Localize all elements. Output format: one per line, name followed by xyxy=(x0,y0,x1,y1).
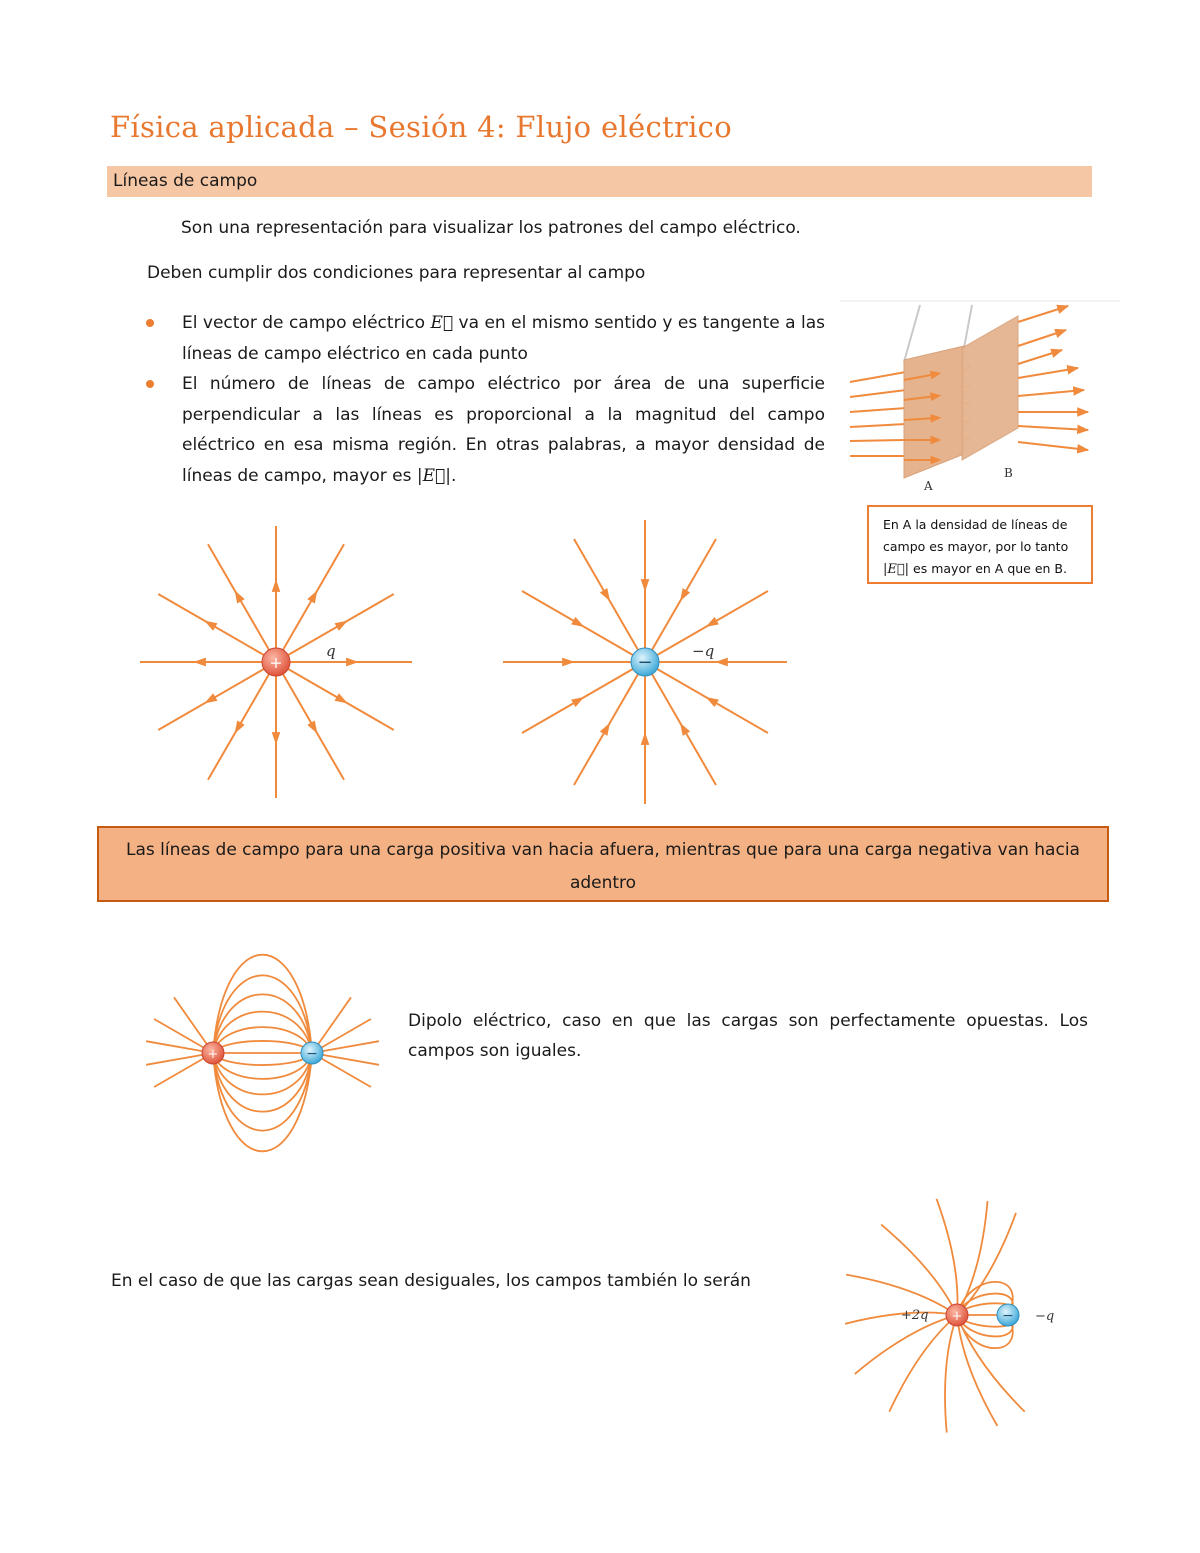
negative-charge-figure xyxy=(500,520,790,810)
field-line xyxy=(213,1053,312,1065)
plus-sign: + xyxy=(269,653,283,672)
field-arrowhead xyxy=(641,579,650,592)
field-arrowhead xyxy=(346,658,359,667)
field-arrowhead xyxy=(562,658,575,667)
field-magnitude-symbol: |E⃗| xyxy=(883,562,910,577)
section-heading-bar xyxy=(107,166,1092,197)
plate-b xyxy=(962,316,1018,460)
field-arrowhead xyxy=(571,617,584,627)
field-arrowhead xyxy=(680,723,690,736)
field-line xyxy=(855,1315,957,1374)
field-arrowhead xyxy=(235,721,245,734)
intro-text: Son una representación para visualizar los patrones del campo eléctrico. xyxy=(181,218,801,238)
field-arrowhead xyxy=(204,693,217,703)
field-arrowhead xyxy=(235,590,245,603)
field-line xyxy=(276,662,394,730)
field-line xyxy=(158,662,276,730)
field-arrowhead xyxy=(715,658,728,667)
field-arrowhead xyxy=(871,1309,881,1315)
charge-label: +2q xyxy=(901,1308,929,1323)
field-arrowhead xyxy=(706,697,719,707)
svg-text:−: − xyxy=(306,1046,318,1062)
field-arrowhead xyxy=(272,579,281,592)
dipole-text: Dipolo eléctrico, caso en que las cargas son perfectamente opuestas. Los campos son iguales. xyxy=(408,1011,1088,1061)
field-arrowhead xyxy=(571,697,584,707)
unequal-charges-figure xyxy=(845,1185,1075,1445)
unequal-text: En el caso de que las cargas sean desiguales, los campos también lo serán xyxy=(111,1271,751,1291)
dipole-figure xyxy=(140,930,390,1175)
field-arrowhead xyxy=(600,588,610,601)
field-arrowhead xyxy=(272,732,281,745)
condition-item: El vector de campo eléctrico E⃗ va en el mismo sentido y es tangente a las líneas de campo eléctrico en cada punto xyxy=(145,308,825,369)
minus-sign: − xyxy=(637,652,653,673)
condition-item: El número de líneas de campo eléctrico por área de una superficie perpendicular a las líneas es proporcional a la magnitud del campo eléctrico en esa misma región. En otras palabras, a mayor densidad de líneas de campo, mayor es |E⃗|. xyxy=(145,369,825,491)
field-vector-symbol: E⃗ xyxy=(430,313,454,333)
field-line xyxy=(957,1315,997,1426)
svg-text:+: + xyxy=(207,1047,219,1062)
field-line xyxy=(208,662,276,780)
charge-label: −q xyxy=(1035,1309,1055,1324)
field-arrowhead xyxy=(600,723,610,736)
field-arrowhead xyxy=(971,1388,977,1398)
field-arrowhead xyxy=(938,1389,944,1399)
conditions-intro: Deben cumplir dos condiciones para representar al campo xyxy=(147,263,646,283)
field-line xyxy=(213,1041,312,1053)
field-line xyxy=(957,1213,1016,1315)
field-line xyxy=(208,544,276,662)
field-arrowhead xyxy=(878,1342,888,1350)
svg-text:−: − xyxy=(1002,1308,1014,1324)
field-arrowhead xyxy=(193,658,206,667)
plate-a xyxy=(904,346,964,478)
plate-b-label: B xyxy=(1004,466,1013,480)
field-arrowhead xyxy=(335,621,348,631)
charge-label: q xyxy=(326,642,336,660)
field-line xyxy=(945,1315,957,1433)
positive-charge-figure xyxy=(140,520,420,805)
field-line xyxy=(213,955,312,1053)
svg-text:+: + xyxy=(951,1309,963,1324)
charge-label: −q xyxy=(692,642,715,660)
field-line xyxy=(213,1053,312,1094)
field-line xyxy=(213,1053,312,1151)
field-arrowhead xyxy=(706,617,719,627)
field-arrowhead xyxy=(335,693,348,703)
field-line xyxy=(213,1012,312,1053)
field-line xyxy=(276,662,344,780)
field-line xyxy=(158,594,276,662)
field-direction-callout: Las líneas de campo para una carga positiva van hacia afuera, mientras que para una carga negativa van hacia adentro xyxy=(97,826,1109,902)
field-arrowhead xyxy=(680,588,690,601)
field-arrowhead xyxy=(307,721,317,734)
plates-figure xyxy=(840,300,1120,495)
field-arrowhead xyxy=(307,590,317,603)
field-magnitude-symbol: |E⃗| xyxy=(416,465,451,486)
field-arrowhead xyxy=(641,732,650,745)
field-line xyxy=(881,1225,957,1315)
page-title: Física aplicada – Sesión 4: Flujo eléctrico xyxy=(110,110,732,144)
density-note: En A la densidad de líneas de campo es mayor, por lo tanto |E⃗| es mayor en A que en B. xyxy=(867,505,1093,584)
conditions-list xyxy=(145,308,825,491)
field-arrowhead xyxy=(204,621,217,631)
plate-a-label: A xyxy=(924,479,933,493)
section-heading: Líneas de campo xyxy=(113,171,258,191)
field-arrowhead xyxy=(950,1229,956,1239)
